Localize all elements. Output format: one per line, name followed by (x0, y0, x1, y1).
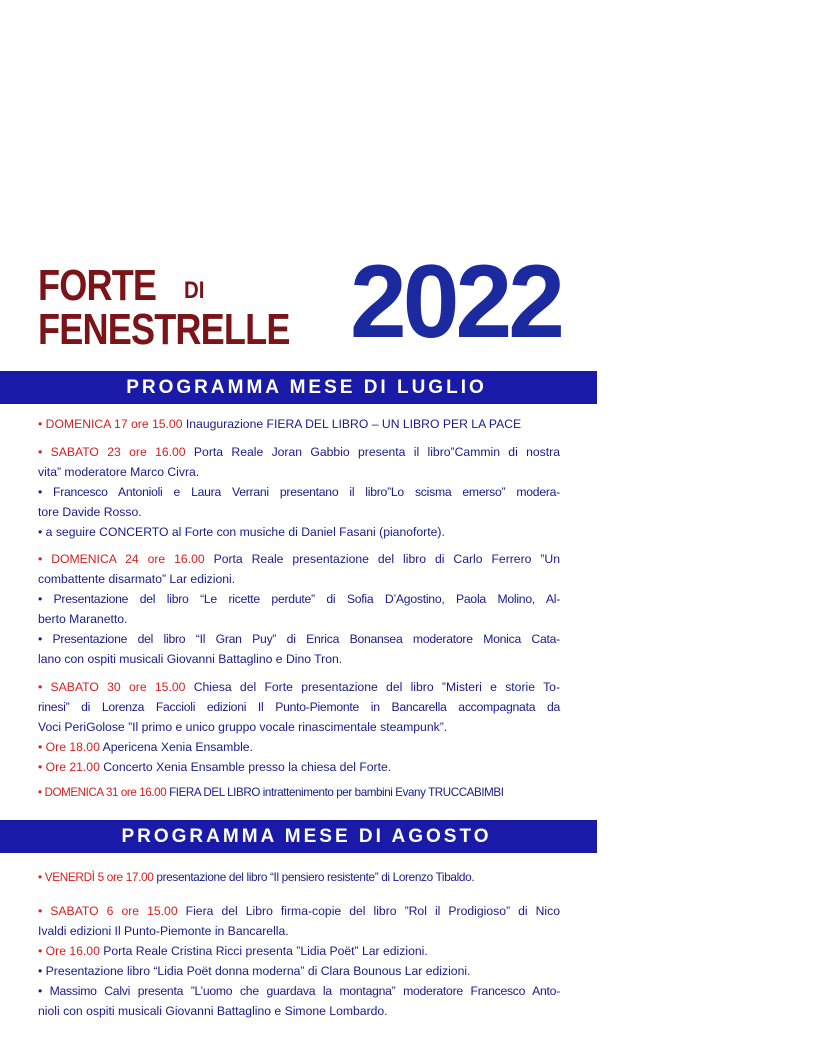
event-line: • Presentazione libro “Lidia Poët donna moderna” di Clara Bounous Lar edizioni. (38, 964, 471, 978)
event-line: Ivaldi edizioni Il Punto-Piemonte in Bancarella. (38, 924, 289, 938)
title-fenestrelle: FENESTRELLE (38, 305, 290, 354)
event-line: • SABATO 30 ore 15.00 Chiesa del Forte presentazione del libro ”Misteri e storie To- (38, 680, 560, 694)
title-di: DI (184, 277, 205, 304)
title-forte: FORTE (38, 261, 157, 310)
banner-agosto (0, 820, 597, 853)
event-line: • Ore 21.00 Concerto Xenia Ensamble presso la chiesa del Forte. (38, 760, 392, 774)
event-line: • Francesco Antonioli e Laura Verrani presentano il libro”Lo scisma emerso” modera- (38, 485, 560, 499)
event-line: • Massimo Calvi presenta ”L’uomo che guardava la montagna” moderatore Francesco Anto- (38, 984, 560, 998)
banner-luglio (0, 371, 597, 404)
event-line: • Presentazione del libro “Le ricette perdute” di Sofia D’Agostino, Paola Molino, Al- (38, 592, 560, 606)
event-line: • DOMENICA 31 ore 16.00 FIERA DEL LIBRO intrattenimento per bambini Evany TRUCCABIMBI (38, 786, 504, 799)
event-line: • DOMENICA 17 ore 15.00 Inaugurazione FIERA DEL LIBRO – UN LIBRO PER LA PACE (38, 417, 522, 431)
event-line: tore Davide Rosso. (38, 505, 142, 519)
event-line: • VENERDÌ 5 ore 17.00 presentazione del libro “Il pensiero resistente” di Lorenzo Tibaldo. (38, 870, 475, 884)
title-year: 2022 (350, 244, 562, 360)
event-line: • Presentazione del libro “Il Gran Puy” di Enrica Bonansea moderatore Monica Cata- (38, 632, 560, 646)
event-line: • Ore 18.00 Apericena Xenia Ensamble. (38, 740, 253, 754)
banner-agosto-label: PROGRAMMA MESE DI AGOSTO (121, 825, 492, 847)
event-line: • a seguire CONCERTO al Forte con musiche di Daniel Fasani (pianoforte). (38, 525, 445, 539)
event-line: Voci PeriGolose ”Il primo e unico gruppo vocale rinascimentale steampunk”. (38, 720, 448, 734)
event-line: • SABATO 23 ore 16.00 Porta Reale Joran Gabbio presenta il libro”Cammin di nostra (38, 445, 561, 459)
event-line: lano con ospiti musicali Giovanni Battaglino e Dino Tron. (38, 652, 343, 666)
event-line: combattente disarmato” Lar edizioni. (38, 572, 236, 586)
event-line: • SABATO 6 ore 15.00 Fiera del Libro firma-copie del libro ”Rol il Prodigioso” di Nico (38, 904, 560, 918)
event-line: rinesi” di Lorenza Faccioli edizioni Il Punto-Piemonte in Bancarella accompagnata da (38, 700, 560, 714)
event-line: nioli con ospiti musicali Giovanni Battaglino e Simone Lombardo. (38, 1004, 388, 1018)
event-line: • Ore 16.00 Porta Reale Cristina Ricci presenta ”Lidia Poët” Lar edizioni. (38, 944, 428, 958)
event-line: vita” moderatore Marco Civra. (38, 465, 200, 479)
event-line: • DOMENICA 24 ore 16.00 Porta Reale presentazione del libro di Carlo Ferrero ”Un (38, 552, 560, 566)
event-line: berto Maranetto. (38, 612, 128, 626)
banner-luglio-label: PROGRAMMA MESE DI LUGLIO (126, 376, 487, 398)
page-title (38, 244, 578, 362)
